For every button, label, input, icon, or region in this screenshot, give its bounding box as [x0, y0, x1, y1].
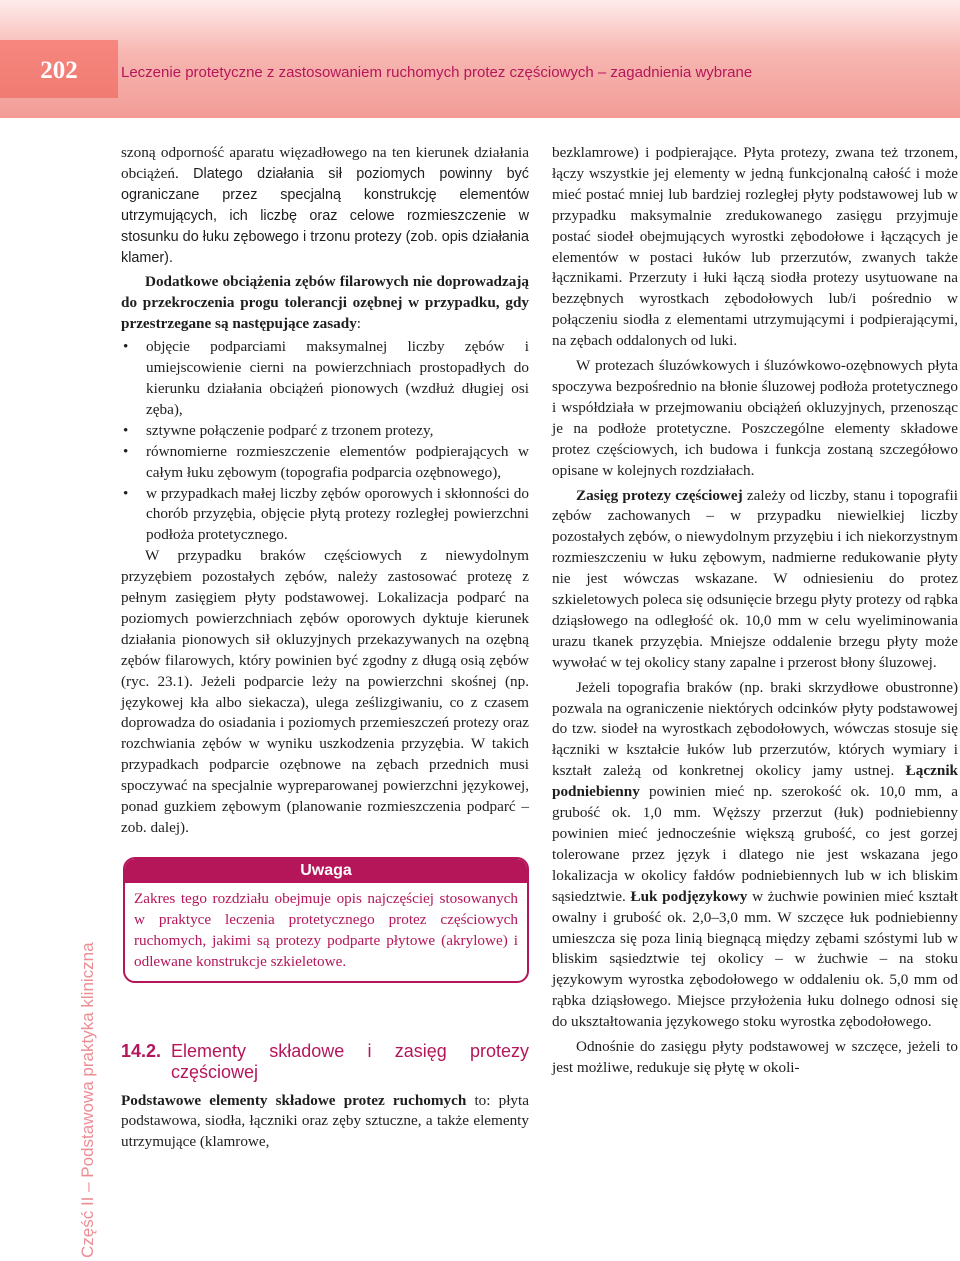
section-title: Elementy składowe i zasięg protezy częściowej [171, 1040, 529, 1082]
paragraph-text: Jeżeli topografia braków (np. braki skrzydłowe obustronne) pozwala na ograniczenie niektórych odcinków płyty podstawowej do tzw. siodeł na wyrostkach zębodołowych, wówczas stosuje się łączniki w kształcie łuków lub przerzutów, których wymiary i kształt zależą od konkretnej okolicy jamy ustnej. [552, 678, 958, 780]
bold-lead: Podstawowe elementy składowe protez ruchomych [121, 1091, 467, 1109]
list-item-text: w przypadkach małej liczby zębów oporowych i skłonności do chorób przyzębia, objęcie płytą protezy rozległej powierzchni podłoża protetycznego. [146, 484, 529, 544]
paragraph-text: szoną odporność aparatu więzadłowego na ten kierunek działania obciążeń. [121, 144, 529, 182]
paragraph-text: zależy od liczby, stanu i topografii zębów zachowanych – w przypadku niewielkiej liczby pozostałych zębów, o niewydolnym przyzębiu i ich niekorzystnym rozmieszczeniu w łuku zębowym, nadmierne redukowanie płyty nie jest wówczas wskazane. W odniesieniu do protez szkieletowych poleca się odsunięcie brzegu płyty protezy od rąbka dziąsłowego na odległość ok. 10,0 mm w celu wyeliminowania urazu tkanek przyzębia. Mniejsze oddalenie brzegu płyty może wywołać w tej okolicy stany zapalne i przerost błony śluzowej. [552, 486, 958, 671]
list-item [121, 421, 529, 442]
paragraph: Odnośnie do zasięgu płyty podstawowej w szczęce, jeżeli to jest możliwe, redukuje się płytę w okoli- [552, 1038, 958, 1076]
bold-lead: Zasięg protezy częściowej [576, 486, 743, 504]
bullet-icon: • [123, 484, 129, 502]
paragraph [121, 1091, 529, 1154]
note-title: Uwaga [125, 859, 527, 883]
bold-lead: Dodatkowe obciążenia zębów filarowych nie doprowadzają do przekroczenia progu tolerancji ozębnej w przypadku, gdy przestrzegane są następujące zasady [121, 273, 529, 333]
list-item [121, 442, 529, 484]
paragraph-text: w żuchwie powinien mieć kształt owalny i grubość ok. 2,0–3,0 mm. W szczęce łuk podniebienny umieszcza się poza linią biegnącą między zębami szóstymi lub w bliskim sąsiedztwie tej okolicy – w żuchwie – na stoku językowym wyrostka zębodołowego w oddaleniu ok. 5,0 mm od rąbka dziąsłowego. Miejsce przyłożenia łuku dolnego odnosi się do ukształtowania językowego stoku wyrostka zębodołowego. [552, 887, 959, 1031]
paragraph [552, 486, 958, 674]
note-box [123, 857, 529, 983]
note-text: Zakres tego rozdziału obejmuje opis najczęściej stosowanych w praktyce leczenia protetycznego protez częściowych ruchomych, jakimi są protezy podparte płytowe (akrylowe) i odlewane konstrukcje szkieletowe. [134, 889, 518, 970]
page-header [0, 0, 960, 118]
bold-term: Łuk podjęzykowy [630, 887, 748, 905]
paragraph-text: powinien mieć np. szerokość ok. 10,0 mm, a grubość ok. 1,0 mm. Węższy przerzut (łuk) podniebienny powinien mieć jednocześnie większą grubość, co jest gorzej tolerowane przez język i dlatego nie jest wskazana jego lokalizacja w okolicy fałdów podniebiennych lub w ich bliskim sąsiedztwie. [552, 783, 958, 905]
paragraph [552, 678, 958, 1033]
paragraph [121, 143, 529, 268]
paragraph-text: : [356, 315, 362, 333]
bullet-icon: • [123, 421, 129, 439]
bullet-list [121, 337, 529, 546]
bullet-icon: • [123, 338, 129, 356]
bullet-icon: • [123, 442, 129, 460]
paragraph: W przypadku braków częściowych z niewydolnym przyzębiem pozostałych zębów, należy zastosować protezę z pełnym zasięgiem płyty podstawowej. Lokalizacja podparć na poziomych powierzchniach zębów oporowych dyktuje kierunek działania pionowych sił okluzyjnych przekazywanych na ozębną zębów filarowych, który powinien być zgodny z długą osią zębów (ryc. 23.1). Jeżeli podparcie leży na powierzchni skośnej (np. językowej kła albo siekacza), ulega ześlizgiwaniu, co z czasem doprowadza do osiadania i poziomych przemieszczeń protezy oraz rozchwiania zębów w wyniku uszkodzenia przyzębia. W takich przypadkach podparcie ozębnowe na zębach przednich musi spoczywać na specjalnie wypreparowanej powierzchni językowej, ponad guzkiem zębowym (planowanie rozmieszczenia podparć – zob. dalej). [121, 547, 529, 836]
part-label: Część II – Podstawowa praktyka kliniczna [78, 942, 97, 1258]
paragraph [121, 272, 529, 335]
paragraph: bezklamrowe) i podpierające. Płyta protezy, zwana też trzonem, łączy wszystkie jej elementy w jedną funkcjonalną całość i może mieć postać mniej lub bardziej rozległej płyty podstawowej lub w przypadku maksymalnie zredukowanego zasięgu przyjmuje postać siodeł obejmujących wyrostki zębodołowe i łączących je elementów w postaci łuków lub przerzutów, zwanych także łącznikami. Przerzuty i łuki łączą siodła protezy usytuowane na bezzębnych wyrostkach zębodołowych lub/i pośrednio w połączeniu siodła z elementami utrzymującymi i podpierającymi, na zębach oddalonych od luki. [552, 144, 958, 350]
list-item-text: objęcie podparciami maksymalnej liczby zębów i umiejscowienie cierni na powierzchniach prostopadłych do kierunku działania obciążeń pionowych (wzdłuż długiej osi zęba), [146, 338, 529, 418]
page-number: 202 [0, 40, 118, 98]
paragraph: W protezach śluzówkowych i śluzówkowo-ozębnowych płyta spoczywa bezpośrednio na błonie śluzowej podłoża protetycznego i współdziała w przejmowaniu obciążeń okluzyjnych, przenosząc je na podłoże protetyczne. Poszczególne elementy składowe protez częściowych, ich budowa i funkcja zostaną szczegółowo opisane w kolejnych rozdziałach. [552, 357, 958, 479]
left-column [121, 143, 529, 1153]
bold-term: Łącznik podniebienny [552, 762, 958, 801]
list-item [121, 337, 529, 421]
paragraph-text: to: płyta podstawowa, siodła, łączniki oraz zęby sztuczne, a także elementy utrzymujące (klamrowe, [121, 1091, 529, 1151]
section-number: 14.2. [121, 1040, 162, 1061]
list-item [121, 484, 529, 547]
list-item-text: równomierne rozmieszczenie elementów podpierających w całym łuku zębowym (topografia podparcia ozębnowego), [146, 442, 529, 481]
section-heading [121, 1041, 529, 1083]
right-column [552, 143, 958, 1079]
paragraph-text: Dlatego działania sił poziomych powinny być ograniczane przez specjalną konstrukcję elementów utrzymujących, ich liczbę oraz celowe rozmieszczenie w stosunku do łuku zębowego i trzonu protezy (zob. opis działania klamer). [121, 165, 529, 266]
running-title: Leczenie protetyczne z zastosowaniem ruchomych protez częściowych – zagadnienia wybrane [121, 64, 753, 81]
list-item-text: sztywne połączenie podparć z trzonem protezy, [146, 421, 434, 439]
